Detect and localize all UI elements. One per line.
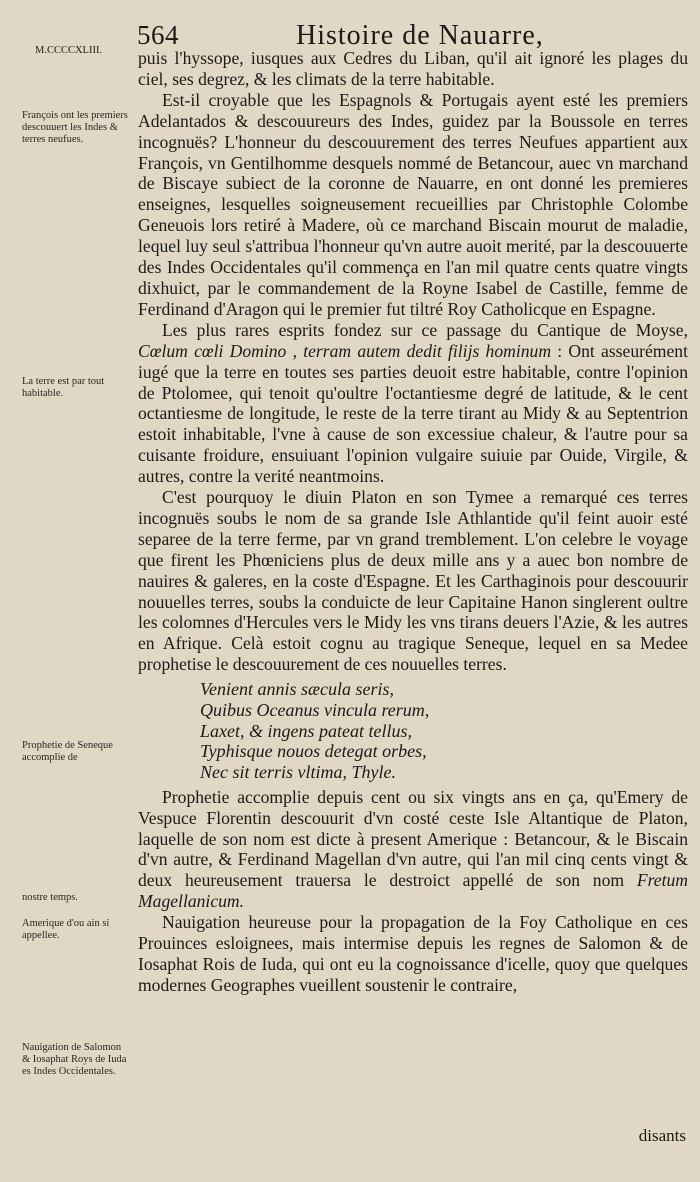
paragraph-text: : Ont asseurément iugé que la terre en toutes ses parties deuoit estre habitable, contre l'opinion de Ptolomee, qui tenoit qu'oultre l'octantiesme degré de latitude, & le cent octantiesme de longitude, le reste de la terre tirant au Midy & au Septentrion estoit inhabitable, l'vne à cause de son excessiue chaleur, & l'autre pour sa cuisante froidure, ensuiuant l'opinion vulgaire suiuie par Ouide, Virgile, & autres, contre la verité neantmoins. (138, 340, 688, 487)
paragraph (138, 320, 688, 487)
catchword: disants (638, 1126, 686, 1145)
margin-note: Amerique d'ou ain si appellee. (22, 918, 110, 941)
verse-line: Quibus Oceanus vincula rerum, (200, 699, 430, 720)
paragraph-text: Prophetie accomplie depuis cent ou six vingts ans en ça, qu'Emery de Vespuce Florentin descouurit d'vn costé ceste Isle Altantique de Platon, laquelle de son nom est dicte à present Amerique : Betancour, & le Biscain d'vn autre, & Ferdinand Magellan d'vn autre, qui l'an mil cinq cents vingt & deux heureusement trauersa le destroict appellé de son nom (138, 786, 688, 891)
running-title: Histoire de Nauarre, (296, 20, 544, 51)
margin-note: François ont les premiers descouuert les Indes & terres neufues. (22, 110, 128, 145)
latin-quote: Cœlum cœli Domino , terram autem dedit filijs hominum (138, 340, 552, 361)
paragraph: C'est pourquoy le diuin Platon en son Tymee a remarqué ces terres incognuës soubs le nom de sa grande Isle Athlantide qu'il feint auoir esté separee de la terre ferme, par vn grand tremblement. L'on celebre le voyage que firent les Phœniciens plus de deux mille ans y a auec bon nombre de nauires & galeres, en la coste d'Espagne. Et les Carthaginois pour descouurir nouuelles terres, soubs la conduicte de leur Capitaine Hanon singlerent oultre les colomnes d'Hercules vers le Midy les vns tirans deuers l'Azie, & les autres en Afrique. Celà estoit cognu au tragique Seneque, lequel en sa Medee prophetise le descouurement de ces nouuelles terres. (138, 487, 688, 675)
latin-quote: Fretum Magellanicum. (138, 870, 688, 912)
verse-line: Laxet, & ingens pateat tellus, (200, 720, 412, 741)
main-text (138, 48, 688, 996)
verse-line: Venient annis sæcula seris, (200, 679, 394, 700)
paragraph: puis l'hyssope, iusques aux Cedres du Liban, qu'il ait ignoré les plages du ciel, ses degrez, & les climats de la terre habitable. (138, 48, 688, 89)
paragraph (138, 787, 688, 912)
margin-note: La terre est par tout habitable. (22, 376, 105, 399)
margin-note: nostre temps. (22, 892, 78, 903)
verse-line: Nec sit terris vltima, Thyle. (200, 762, 396, 782)
margin-note: Nauigation de Salomon & Iosaphat Roys de Iuda es Indes Occidentales. (22, 1042, 127, 1077)
folio-number: 564 (137, 20, 179, 50)
paragraph: Nauigation heureuse pour la propagation de la Foy Catholique en ces Prouinces esloignees, mais intermise depuis les regnes de Salomon & de Iosaphat Rois de Iuda, qui ont eu la cognoissance d'icelle, quoy que quelques modernes Geographes vueillent soustenir le contraire, (138, 912, 688, 995)
paragraph-text: Les plus rares esprits fondez sur ce passage du Cantique de Moyse, (162, 319, 688, 340)
seneca-verse (200, 679, 688, 783)
paragraph: Est-il croyable que les Espagnols & Portugais ayent esté les premiers Adelantados & descouureurs des Indes, guidez par la Boussole en terres incognuës? L'honneur du descouurement des terres Neufues appartient aux François, vn Gentilhomme desquels nommé de Betancour, auec vn marchand de Biscaye subiect de la coronne de Nauarre, en ont donné les premieres enseignes, lesquelles soigneusement recueillies par Christophle Colombe Geneuois lors retiré à Madere, où ce marchand Biscain mourut de maladie, lequel luy seul s'attribua l'honneur qu'vn autre auoit merité, par la descouuerte des Indes Occidentales qu'il commença en l'an mil quatre cents quatre vingts dixhuict, par le commandement de la Royne Isabel de Castille, femme de Ferdinand d'Aragon qui le premier fut tiltré Roy Catholicque en Espagne. (138, 89, 688, 319)
margin-note: Prophetie de Seneque accomplie de (22, 740, 113, 763)
verse-line: Typhisque nouos detegat orbes, (200, 741, 427, 762)
year-marginal: M.CCCCXLIII. (35, 45, 103, 56)
